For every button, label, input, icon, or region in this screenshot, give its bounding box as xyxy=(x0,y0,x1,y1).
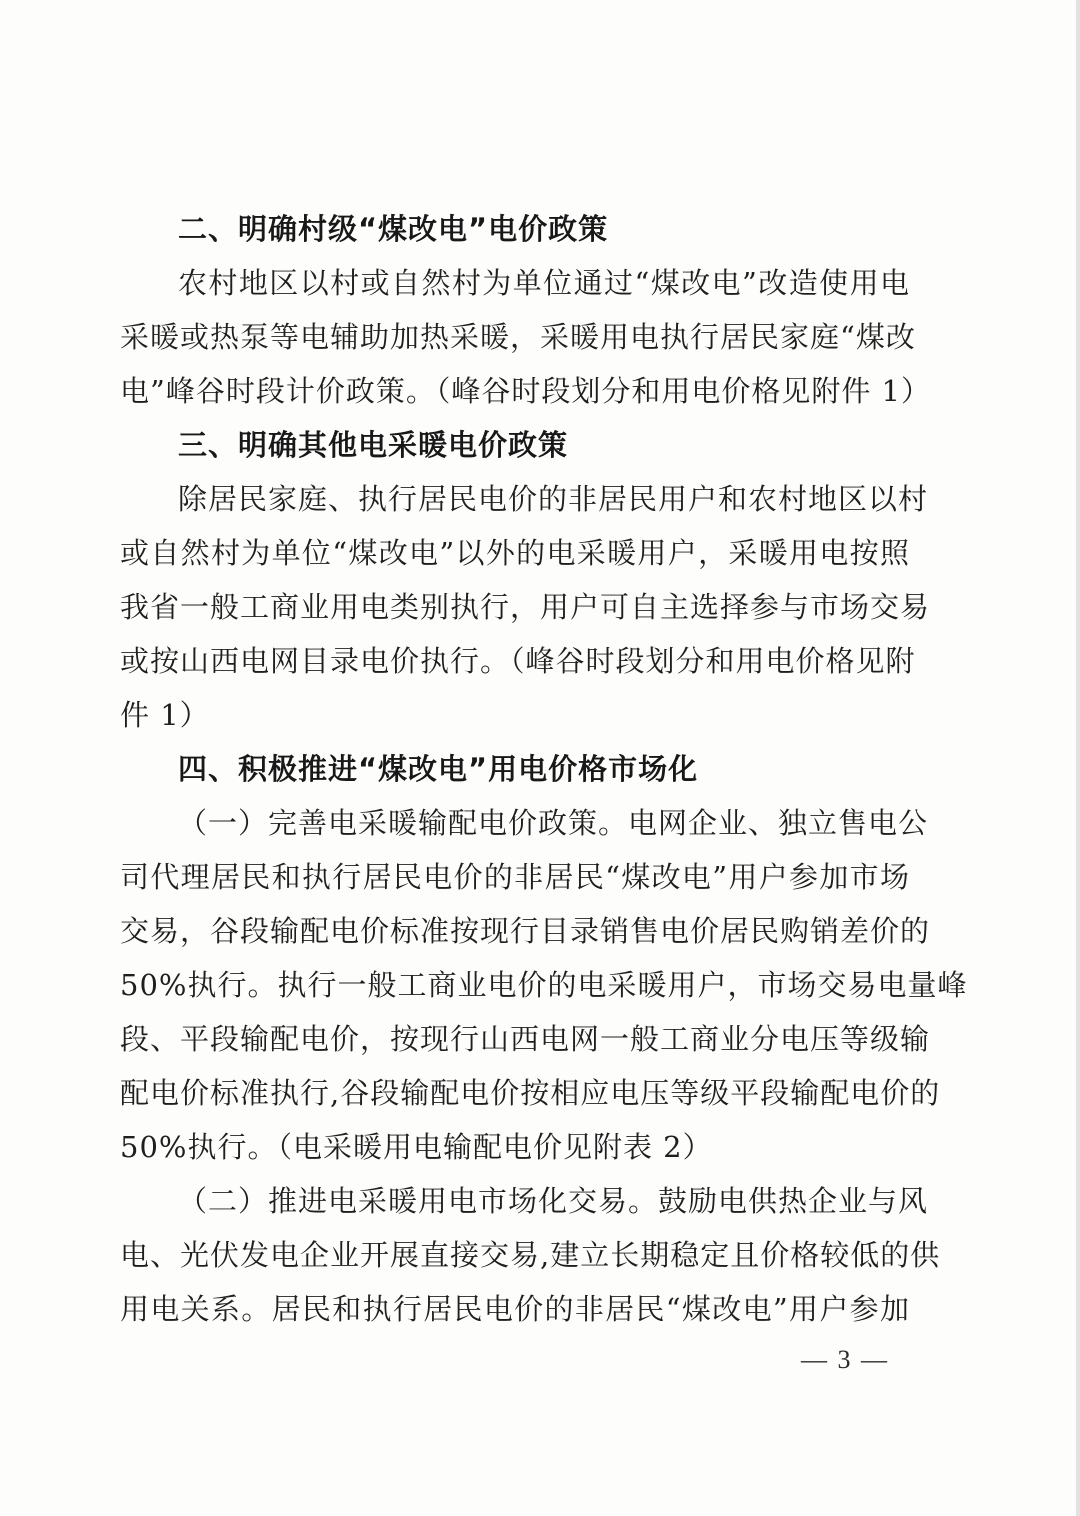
paragraph-line: 段、平段输配电价，按现行山西电网一般工商业分电压等级输 xyxy=(120,1022,931,1056)
paragraph-line: 或按山西电网目录电价执行。（峰谷时段划分和用电价格见附 xyxy=(120,644,916,678)
document-body xyxy=(120,202,968,1336)
paragraph-line: （二）推进电采暖用电市场化交易。鼓励电供热企业与风 xyxy=(178,1184,929,1218)
paragraph-line: 我省一般工商业用电类别执行，用户可自主选择参与市场交易 xyxy=(120,590,931,624)
section-heading-3: 三、明确其他电采暖电价政策 xyxy=(178,428,569,462)
section-heading-2: 二、明确村级“煤改电”电价政策 xyxy=(178,212,609,246)
section-heading-4: 四、积极推进“煤改电”用电价格市场化 xyxy=(178,752,699,786)
paragraph-line: 用电关系。居民和执行居民电价的非居民“煤改电”用户参加 xyxy=(120,1292,910,1326)
paragraph-line: 采暖或热泵等电辅助加热采暖，采暖用电执行居民家庭“煤改 xyxy=(120,320,916,354)
paragraph-line: 电、光伏发电企业开展直接交易,建立长期稳定且价格较低的供 xyxy=(120,1238,941,1272)
paragraph-line: 50%执行。（电采暖用电输配电价见附表 2） xyxy=(120,1130,713,1164)
paragraph-line: 配电价标准执行,谷段输配电价按相应电压等级平段输配电价的 xyxy=(120,1076,941,1110)
page-number: — 3 — xyxy=(801,1345,889,1374)
paragraph-line: 交易，谷段输配电价标准按现行目录销售电价居民购销差价的 xyxy=(120,914,931,948)
paragraph-line: （一）完善电采暖输配电价政策。电网企业、独立售电公 xyxy=(178,806,929,840)
paragraph-line: 或自然村为单位“煤改电”以外的电采暖用户，采暖用电按照 xyxy=(120,536,910,570)
paragraph-line: 除居民家庭、执行居民电价的非居民用户和农村地区以村 xyxy=(178,482,929,516)
paragraph-line: 件 1） xyxy=(120,698,210,732)
paragraph-line: 司代理居民和执行居民电价的非居民“煤改电”用户参加市场 xyxy=(120,860,910,894)
paragraph-line: 50%执行。执行一般工商业电价的电采暖用户，市场交易电量峰 xyxy=(120,968,968,1002)
page-edge xyxy=(1076,0,1080,1516)
paragraph-line: 电”峰谷时段计价政策。（峰谷时段划分和用电价格见附件 1） xyxy=(120,374,931,408)
paragraph-line: 农村地区以村或自然村为单位通过“煤改电”改造使用电 xyxy=(178,266,910,300)
